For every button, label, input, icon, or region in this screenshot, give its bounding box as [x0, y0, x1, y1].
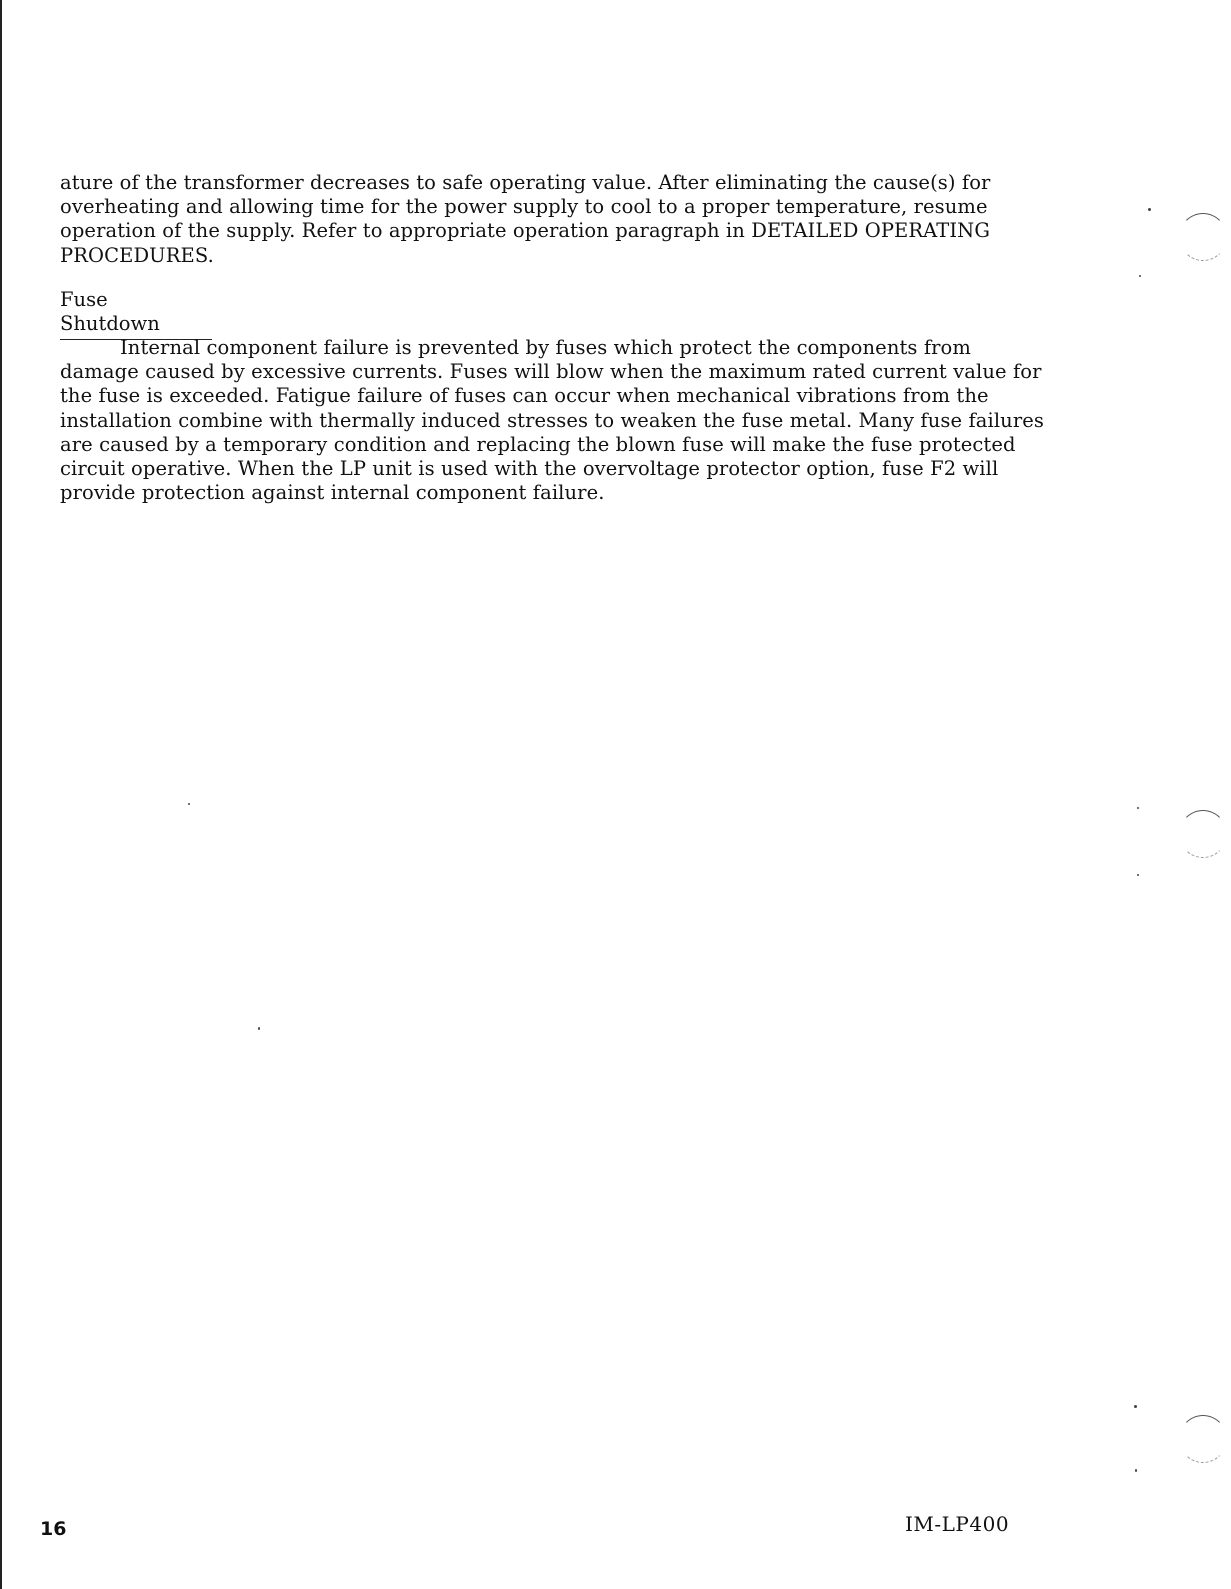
- page-left-edge: [0, 0, 2, 1589]
- scan-speck: [1135, 1469, 1137, 1472]
- scan-speck: [1137, 807, 1139, 809]
- binder-hole-middle: [1179, 810, 1227, 858]
- scan-speck: [258, 1027, 260, 1030]
- scan-speck: [1148, 208, 1151, 211]
- paragraph-fuse-shutdown: Internal component failure is prevented by fuses which protect the components from damage caused by excessive currents. Fuses will blow when the maximum rated current value for the fuse is exceeded. Fatigue failure of fuses can occur when mechanical vibrations from the installation combine with thermally induced stresses to weaken the fuse metal. Many fuse failures are caused by a temporary condition and replacing the blown fuse will make the fuse protected circuit operative. When the LP unit is used with the overvoltage protector option, fuse F2 will provide protection against internal component failure.: [60, 336, 1044, 505]
- scan-speck: [188, 803, 190, 805]
- scan-speck: [1139, 275, 1141, 277]
- section-heading-fuse-shutdown: Fuse Shutdown: [60, 288, 212, 340]
- paragraph-transformer-cooling: ature of the transformer decreases to safe operating value. After eliminating the cause(s) for overheating and allowing time for the power supply to cool to a proper temperature, resume operation of the supply. Refer to appropriate operation paragraph in DETAILED OPERATING PROCEDURES.: [60, 171, 991, 267]
- page-number: 16: [40, 1518, 67, 1540]
- document-id: IM-LP400: [905, 1512, 1010, 1536]
- scan-speck: [1137, 874, 1139, 876]
- scan-speck: [1134, 1405, 1137, 1408]
- binder-hole-top: [1179, 213, 1227, 261]
- binder-hole-bottom: [1179, 1415, 1227, 1463]
